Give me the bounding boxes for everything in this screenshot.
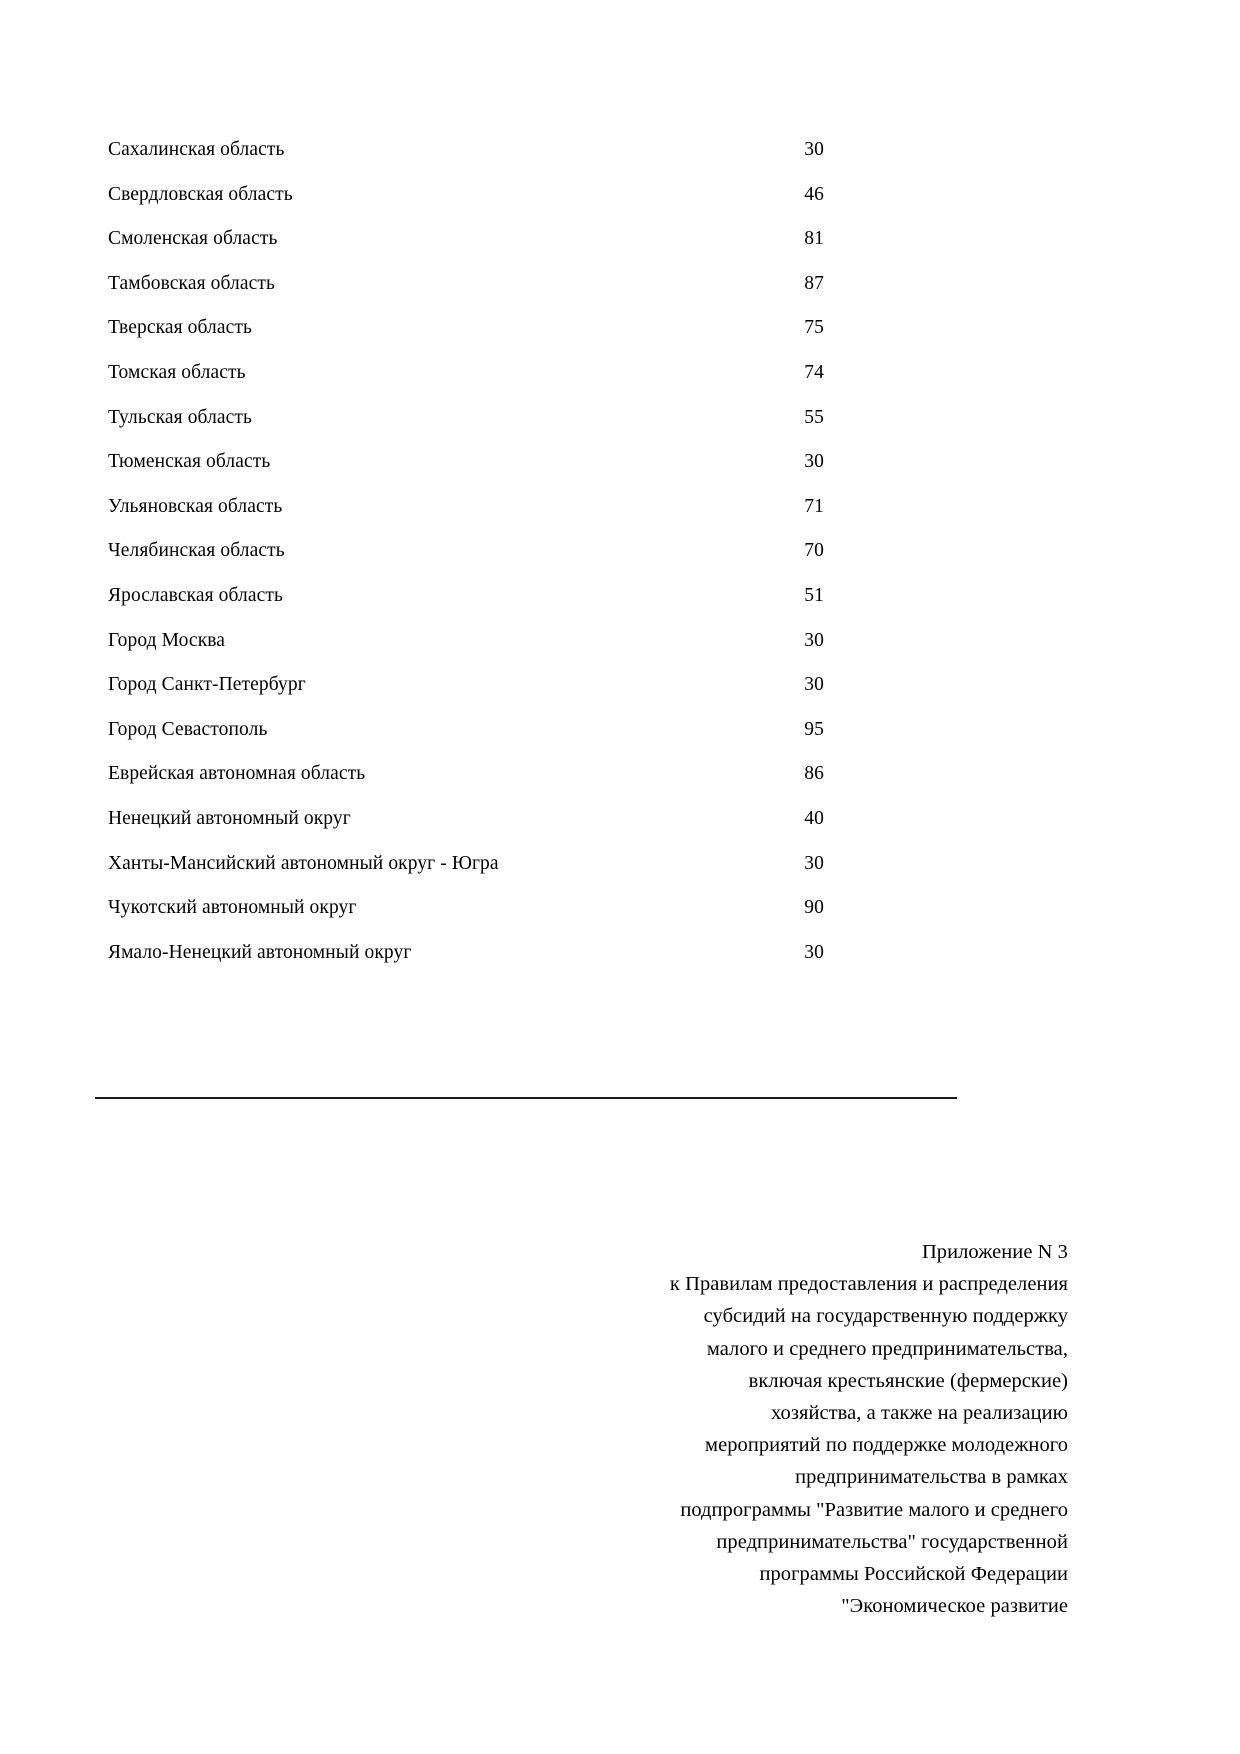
appendix-text-line: мероприятий по поддержке молодежного xyxy=(705,1434,1068,1457)
region-value-cell: 30 xyxy=(804,852,824,874)
region-value-cell: 70 xyxy=(804,540,824,562)
region-name-cell: Томская область xyxy=(108,361,246,383)
region-name-cell: Свердловская область xyxy=(108,183,293,205)
region-name-cell: Город Москва xyxy=(108,629,226,651)
table-row xyxy=(95,574,957,619)
region-name-cell: Ульяновская область xyxy=(108,495,283,517)
region-name-cell: Ханты-Мансийский автономный округ - Югра xyxy=(108,852,499,874)
appendix-text-line: программы Российской Федерации xyxy=(759,1563,1068,1586)
region-name-cell: Челябинская область xyxy=(108,540,285,562)
table-row xyxy=(95,396,957,441)
region-name-cell: Еврейская автономная область xyxy=(108,763,366,785)
table-row xyxy=(95,619,957,664)
region-name-cell: Ямало-Ненецкий автономный округ xyxy=(108,941,412,963)
region-name-cell: Город Севастополь xyxy=(108,718,268,740)
region-value-cell: 81 xyxy=(804,228,824,250)
region-value-cell: 71 xyxy=(804,495,824,517)
appendix-text-line: "Экономическое развитие xyxy=(841,1595,1068,1618)
region-name-cell: Ярославская область xyxy=(108,584,284,606)
table-body xyxy=(95,128,957,975)
region-value-cell: 87 xyxy=(804,272,824,294)
appendix-title-line: Приложение N 3 xyxy=(921,1241,1068,1263)
table-row xyxy=(95,529,957,574)
appendix-reference-block xyxy=(448,1236,1068,1622)
region-value-cell: 40 xyxy=(804,807,824,829)
table-row xyxy=(95,663,957,708)
table-row xyxy=(95,306,957,351)
appendix-text-line: включая крестьянские (фермерские) xyxy=(748,1369,1068,1392)
table-row xyxy=(95,173,957,218)
region-value-cell: 30 xyxy=(804,139,824,160)
table-row xyxy=(95,485,957,530)
appendix-text-line: предпринимательства" государственной xyxy=(716,1530,1068,1553)
region-value-cell: 75 xyxy=(804,317,824,339)
table-bottom-rule xyxy=(95,1097,957,1099)
appendix-text-line: предпринимательства в рамках xyxy=(795,1466,1068,1489)
region-value-cell: 30 xyxy=(804,941,824,963)
region-value-cell: 95 xyxy=(804,718,824,740)
region-value-cell: 30 xyxy=(804,674,824,696)
region-value-cell: 51 xyxy=(804,584,824,606)
subsidy-distribution-table xyxy=(95,128,957,975)
region-name-cell: Город Санкт-Петербург xyxy=(108,674,306,696)
region-value-cell: 74 xyxy=(804,361,824,383)
region-name-cell: Тамбовская область xyxy=(108,272,275,294)
table-row xyxy=(95,440,957,485)
region-name-cell: Сахалинская область xyxy=(108,139,285,160)
appendix-text-line: подпрограммы "Развитие малого и среднего xyxy=(680,1498,1068,1521)
table-row xyxy=(95,886,957,931)
table-row xyxy=(95,931,957,976)
region-name-cell: Ненецкий автономный округ xyxy=(108,807,351,829)
appendix-text-line: субсидий на государственную поддержку xyxy=(703,1305,1068,1328)
table-row xyxy=(95,262,957,307)
region-value-cell: 46 xyxy=(804,183,824,205)
appendix-text-line: малого и среднего предпринимательства, xyxy=(706,1337,1068,1360)
table-row xyxy=(95,128,957,173)
region-name-cell: Тверская область xyxy=(108,317,253,339)
region-value-cell: 30 xyxy=(804,629,824,651)
appendix-text-line: хозяйства, а также на реализацию xyxy=(771,1402,1068,1425)
region-name-cell: Чукотский автономный округ xyxy=(108,897,357,919)
table-row xyxy=(95,752,957,797)
table-row xyxy=(95,842,957,887)
region-name-cell: Тульская область xyxy=(108,406,253,428)
table-row xyxy=(95,351,957,396)
region-name-cell: Тюменская область xyxy=(108,451,271,473)
table-row xyxy=(95,797,957,842)
region-value-cell: 30 xyxy=(804,451,824,473)
region-value-cell: 86 xyxy=(804,763,824,785)
appendix-text-line: к Правилам предоставления и распределения xyxy=(669,1273,1068,1296)
region-value-cell: 90 xyxy=(804,897,824,919)
region-value-cell: 55 xyxy=(804,406,824,428)
table-row xyxy=(95,217,957,262)
table-row xyxy=(95,708,957,753)
region-name-cell: Смоленская область xyxy=(108,228,278,250)
